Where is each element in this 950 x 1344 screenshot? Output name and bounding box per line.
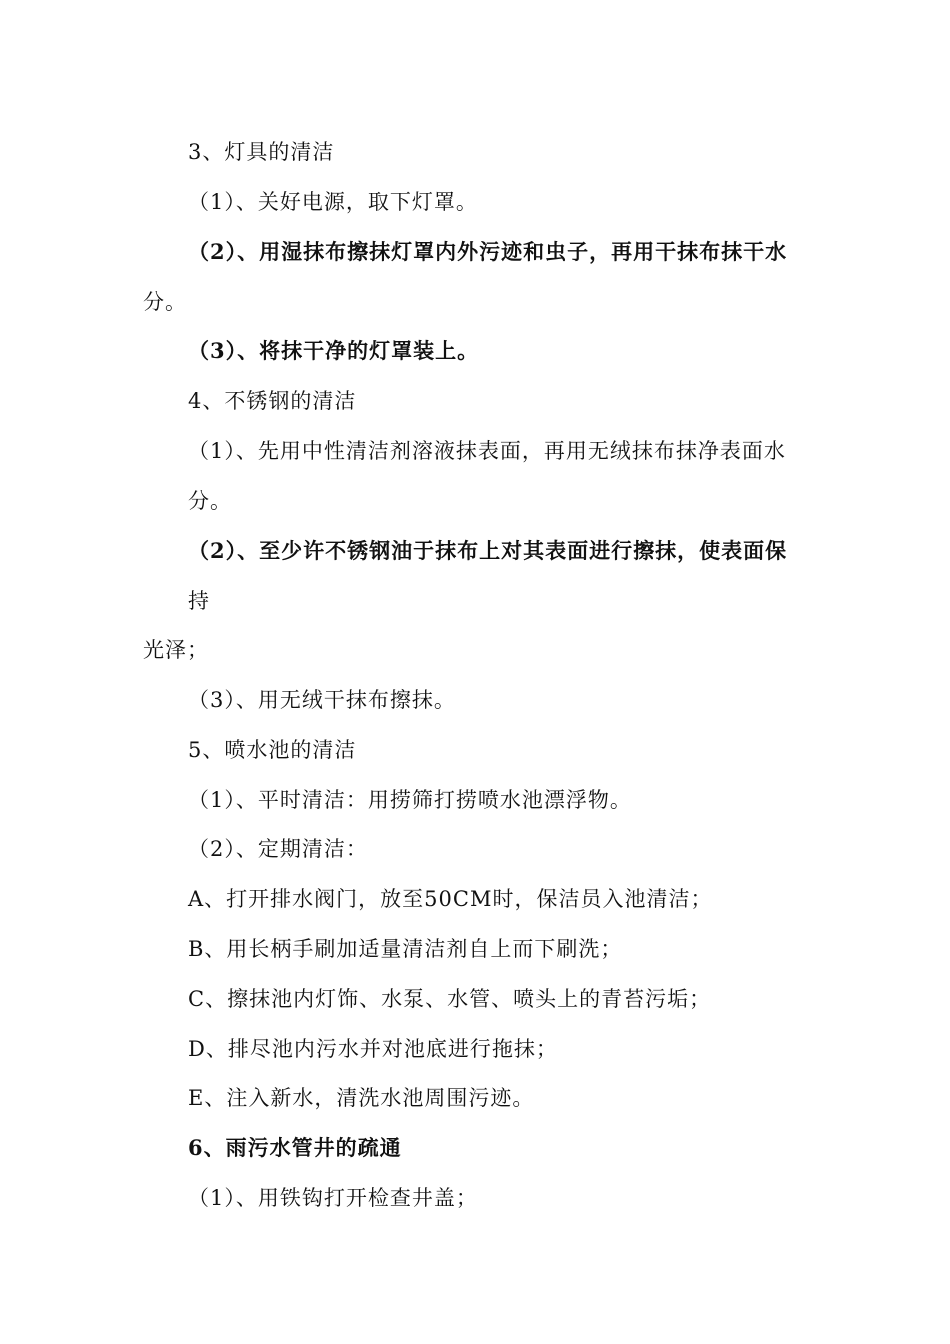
- step-steel-2-continuation: 持: [188, 589, 210, 613]
- step-fountain-2-a: A、打开排水阀门，放至50CM时，保洁员入池清洁；: [188, 887, 713, 911]
- step-steel-1-continuation: 分。: [188, 489, 232, 513]
- step-fountain-2-e: E、注入新水，清洗水池周围污迹。: [188, 1086, 535, 1110]
- step-lamp-2: （2）、用湿抹布擦抹灯罩内外污迹和虫子，再用干抹布抹干水: [188, 239, 788, 264]
- step-lamp-3: （3）、将抹干净的灯罩装上。: [188, 338, 480, 363]
- section-heading-stainless-steel: 4、不锈钢的清洁: [188, 389, 357, 413]
- step-steel-1: （1）、先用中性清洁剂溶液抹表面，再用无绒抹布抹净表面水: [188, 439, 786, 463]
- step-drain-1: （1）、用铁钩打开检查井盖；: [188, 1186, 478, 1210]
- step-lamp-1: （1）、关好电源，取下灯罩。: [188, 190, 478, 214]
- step-fountain-2-d: D、排尽池内污水并对池底进行拖抹；: [188, 1037, 558, 1061]
- step-fountain-2: （2）、定期清洁：: [188, 837, 368, 861]
- section-heading-drain-pipes: 6、雨污水管井的疏通: [188, 1135, 402, 1160]
- step-steel-3: （3）、用无绒干抹布擦抹。: [188, 688, 456, 712]
- step-fountain-2-c: C、擦抹池内灯饰、水泵、水管、喷头上的青苔污垢；: [188, 987, 712, 1011]
- step-steel-2: （2）、至少许不锈钢油于抹布上对其表面进行擦抹，使表面保: [188, 538, 788, 563]
- step-lamp-2-continuation: 分。: [143, 290, 187, 314]
- step-fountain-1: （1）、平时清洁：用捞筛打捞喷水池漂浮物。: [188, 788, 632, 812]
- step-fountain-2-b: B、用长柄手刷加适量清洁剂自上而下刷洗；: [188, 937, 623, 961]
- step-steel-2-continuation-2: 光泽；: [143, 638, 209, 662]
- section-heading-lamp-cleaning: 3、灯具的清洁: [188, 140, 335, 164]
- section-heading-fountain: 5、喷水池的清洁: [188, 738, 357, 762]
